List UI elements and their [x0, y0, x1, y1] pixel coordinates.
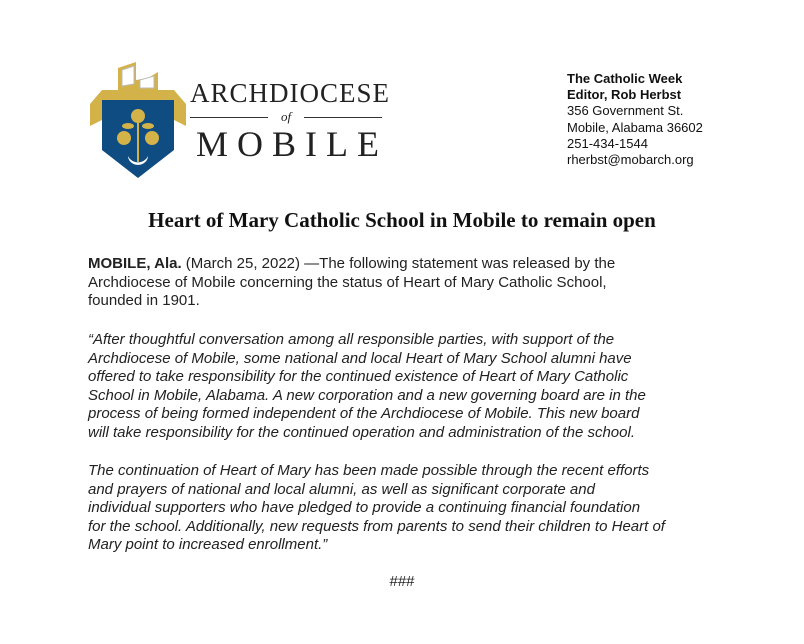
quote-line: and prayers of national and local alumni, as well as significant corporate and	[88, 480, 595, 498]
coat-of-arms-icon	[88, 60, 188, 180]
quote-line: process of being formed independent of the Archdiocese of Mobile. This new board	[88, 405, 640, 423]
intro-line: Archdiocese of Mobile concerning the status of Heart of Mary Catholic School,	[88, 273, 607, 291]
quote-line: The continuation of Heart of Mary has been made possible through the recent efforts	[88, 462, 650, 479]
street-address: 356 Government St.	[567, 103, 684, 119]
quote-line: for the school. Additionally, new requests from parents to send their children to Heart of	[88, 517, 665, 535]
quote-paragraph-2	[88, 462, 665, 555]
end-mark: ###	[389, 573, 415, 590]
quote-line: individual supporters who have pledged to provide a continuing financial foundation	[88, 499, 641, 517]
phone-number: 251-434-1544	[567, 135, 648, 151]
wordmark-of: of	[280, 109, 292, 124]
quote-line: offered to take responsibility for the continued existence of Heart of Mary Catholic	[88, 368, 629, 386]
city-address: Mobile, Alabama 36602	[567, 119, 703, 135]
dateline: MOBILE, Ala.	[88, 255, 182, 272]
page-title: Heart of Mary Catholic School in Mobile to remain open	[148, 208, 656, 232]
publication-name: The Catholic Week	[567, 71, 683, 86]
intro-paragraph	[88, 255, 615, 311]
archdiocese-wordmark	[190, 78, 391, 164]
quote-line: “After thoughtful conversation among all responsible parties, with support of the	[88, 331, 615, 348]
quote-line: Mary point to increased enrollment.”	[88, 536, 328, 554]
editor-name: Editor, Rob Herbst	[567, 87, 682, 103]
quote-line: Archdiocese of Mobile, some national and local Heart of Mary School alumni have	[88, 349, 632, 367]
quote-line: School in Mobile, Alabama. A new corporation and a new governing board are in the	[88, 386, 646, 404]
email-address: rherbst@mobarch.org	[567, 152, 694, 168]
intro-line: (March 25, 2022) —The following statement was released by the	[181, 255, 616, 272]
wordmark-line1: ARCHDIOCESE	[190, 78, 391, 108]
intro-line: founded in 1901.	[88, 292, 200, 310]
quote-line: will take responsibility for the continued operation and administration of the school.	[88, 423, 635, 441]
contact-block	[567, 71, 703, 168]
wordmark-line2: MOBILE	[196, 124, 388, 164]
quote-paragraph-1	[88, 331, 646, 443]
